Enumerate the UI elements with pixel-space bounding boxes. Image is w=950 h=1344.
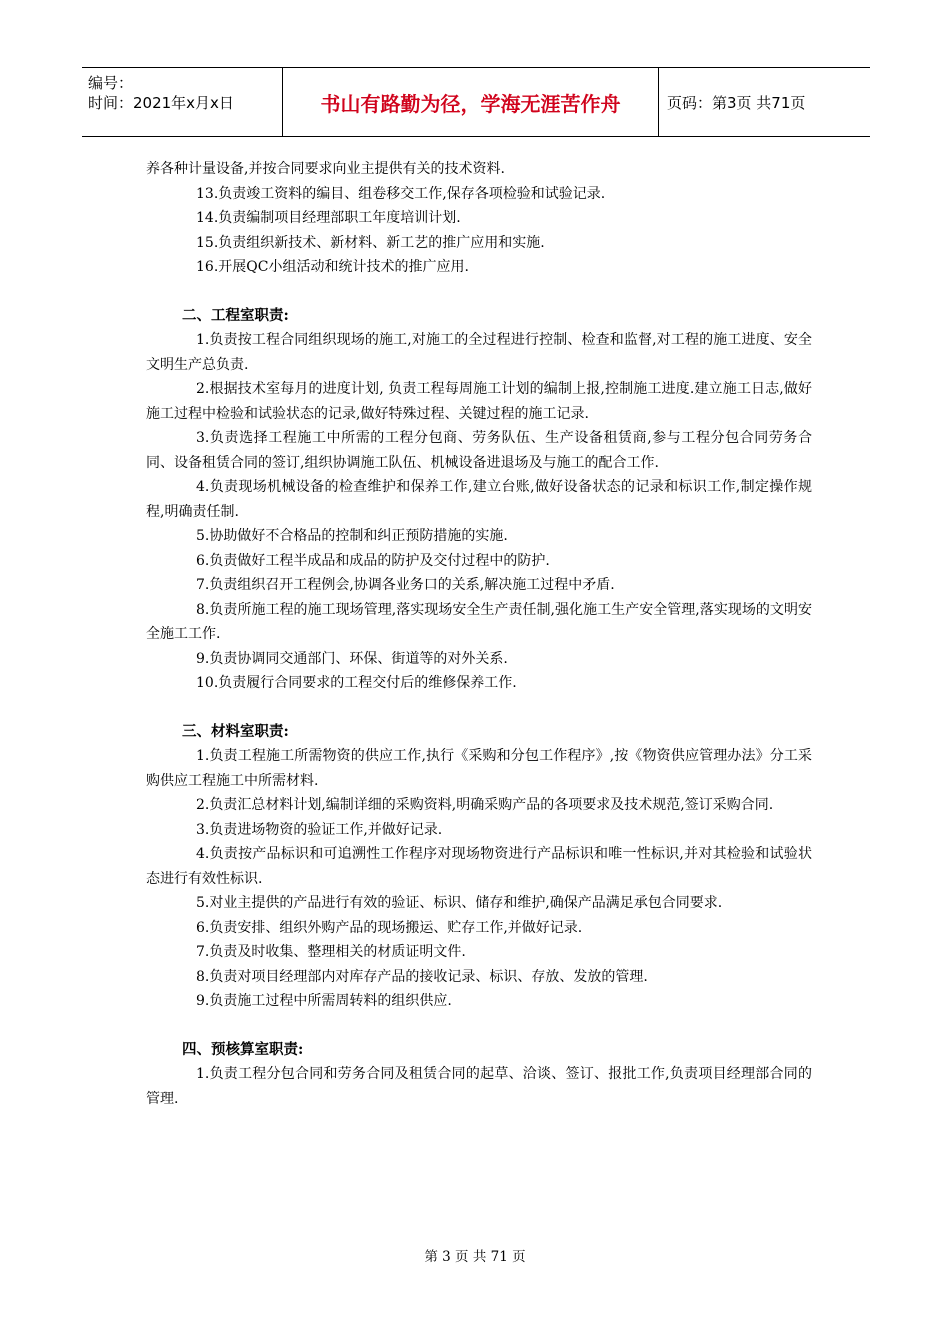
list-item: 3.负责进场物资的验证工作,并做好记录. [196,821,443,838]
list-item: 13.负责竣工资料的编目、组卷移交工作,保存各项检验和试验记录. [196,185,606,202]
list-item: 6.负责安排、组织外购产品的现场搬运、贮存工作,并做好记录. [196,919,583,936]
page-footer: 第 3 页 共 71 页 [424,1249,526,1265]
list-item: 2.负责汇总材料计划,编制详细的采购资料,明确采购产品的各项要求及技术规范,签订采购合同. [196,797,774,813]
section-heading-budget: 四、预核算室职责: [182,1040,304,1058]
list-item: 6.负责做好工程半成品和成品的防护及交付过程中的防护. [196,552,550,569]
document-number-label: 编号： [88,74,134,92]
list-item: 7.负责及时收集、整理相关的材质证明文件. [196,944,466,960]
header-page-info: 页码：第3页 共71页 [667,93,806,112]
list-item: 1.负责工程施工所需物资的供应工作,执行《采购和分包工作程序》,按《物资供应管理办法》分工采购供应工程施工中所需材料. [146,748,812,789]
list-item: 10.负责履行合同要求的工程交付后的维修保养工作. [196,675,517,691]
list-item: 8.负责所施工程的施工现场管理,落实现场安全生产责任制,强化施工生产安全管理,落实现场的文明安全施工工作. [146,601,812,642]
list-item: 5.协助做好不合格品的控制和纠正预防措施的实施. [196,528,508,544]
header-meta-cell [82,68,283,136]
list-item: 16.开展QC小组活动和统计技术的推广应用. [196,259,469,275]
section-heading-materials: 三、材料室职责: [182,722,289,740]
document-date: 时间：2021年x月x日 [88,94,234,112]
list-item: 9.负责施工过程中所需周转料的组织供应. [196,993,452,1009]
list-item: 15.负责组织新技术、新材料、新工艺的推广应用和实施. [196,234,545,251]
header-motto: 书山有路勤为径，学海无涯苦作舟 [283,68,659,136]
list-item: 14.负责编制项目经理部职工年度培训计划. [196,210,461,226]
list-item: 4.负责按产品标识和可追溯性工作程序对现场物资进行产品标识和唯一性标识,并对其检验和试验状态进行有效性标识. [146,846,812,887]
list-item: 3.负责选择工程施工中所需的工程分包商、劳务队伍、生产设备租赁商,参与工程分包合同劳务合同、设备租赁合同的签订,组织协调施工队伍、机械设备进退场及与施工的配合工作. [146,430,812,471]
list-item: 7.负责组织召开工程例会,协调各业务口的关系,解决施工过程中矛盾. [196,577,615,593]
list-item: 5.对业主提供的产品进行有效的验证、标识、储存和维护,确保产品满足承包合同要求. [196,895,723,911]
list-item: 1.负责工程分包合同和劳务合同及租赁合同的起草、洽谈、签订、报批工作,负责项目经理部合同的管理. [146,1066,812,1107]
list-item: 1.负责按工程合同组织现场的施工,对施工的全过程进行控制、检查和监督,对工程的施工进度、安全文明生产总负责. [146,332,812,373]
paragraph: 养各种计量设备,并按合同要求向业主提供有关的技术资料. [146,161,505,177]
list-item: 8.负责对项目经理部内对库存产品的接收记录、标识、存放、发放的管理. [196,968,648,985]
document-body [146,157,812,1111]
section-heading-engineering: 二、工程室职责: [182,306,289,324]
list-item: 2.根据技术室每月的进度计划, 负责工程每周施工计划的编制上报,控制施工进度.建立施工日志,做好施工过程中检验和试验状态的记录,做好特殊过程、关键过程的施工记录. [146,381,812,422]
list-item: 4.负责现场机械设备的检查维护和保养工作,建立台账,做好设备状态的记录和标识工作,制定操作规程,明确责任制. [146,479,812,520]
page-header [82,67,870,137]
list-item: 9.负责协调同交通部门、环保、街道等的对外关系. [196,650,508,667]
